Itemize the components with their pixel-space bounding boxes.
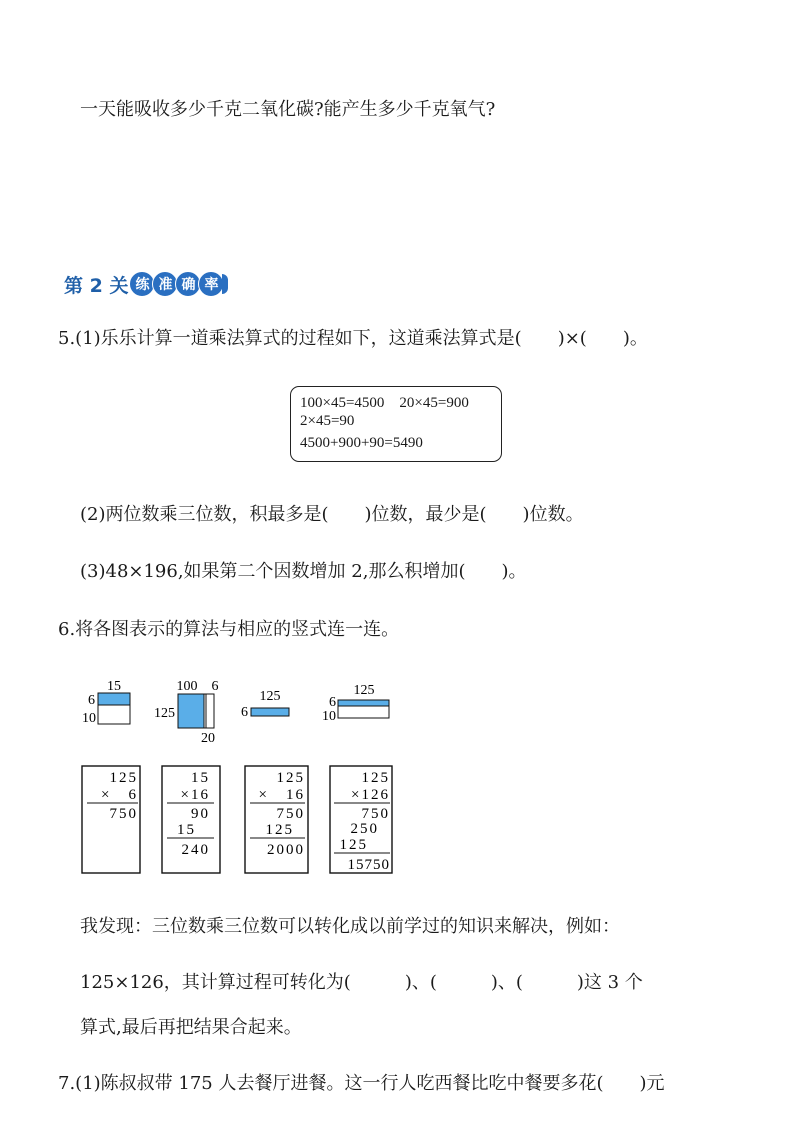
section-char: 练 xyxy=(129,271,155,297)
calc-line: 2000 xyxy=(267,842,305,858)
calc-line: 125 xyxy=(339,837,368,853)
calc-line: 750 xyxy=(276,806,305,822)
q5-part2: (2)两位数乘三位数，积最多是( )位数，最少是( )位数。 xyxy=(80,504,584,525)
box-line: 4500+900+90=5490 xyxy=(300,435,423,451)
calc-line: 125 xyxy=(109,770,138,786)
figure-label: 125 xyxy=(154,706,175,721)
vertical-calc-3 xyxy=(245,766,308,873)
figure-label: 10 xyxy=(322,709,336,724)
calc-line: 240 xyxy=(181,842,210,858)
q6-example-line1: 125×126，其计算过程可转化为( )、( )、( )这 3 个 xyxy=(80,972,643,993)
calc-line: 125 xyxy=(361,770,390,786)
section-char: 确 xyxy=(175,271,201,297)
area-figure-4-top xyxy=(338,700,389,706)
calc-line: 15 xyxy=(191,770,210,786)
vertical-calc-1 xyxy=(82,766,140,873)
area-figure-1-top xyxy=(98,693,130,705)
top-question: 一天能吸收多少千克二氧化碳?能产生多少千克氧气? xyxy=(80,99,496,120)
area-figure-3-strip xyxy=(251,708,289,716)
area-figure-2-main xyxy=(178,694,204,728)
area-figure-1-bottom xyxy=(98,705,130,724)
area-figure-4-bottom xyxy=(338,706,389,718)
calc-line: × 16 xyxy=(258,787,305,803)
figure-label: 6 xyxy=(329,695,336,710)
calc-line: ×16 xyxy=(180,787,210,803)
vertical-calc-4 xyxy=(330,766,392,873)
area-figure-2 xyxy=(154,679,219,746)
calc-line: 125 xyxy=(276,770,305,786)
box-line: 2×45=90 xyxy=(300,413,355,429)
figure-label: 100 xyxy=(176,679,198,694)
q6-title: 6.将各图表示的算法与相应的竖式连一连。 xyxy=(58,619,400,640)
q5-part3: (3)48×196,如果第二个因数增加 2,那么积增加( )。 xyxy=(80,561,527,582)
calc-line: × 6 xyxy=(101,787,138,803)
calc-line: 15 xyxy=(177,822,196,838)
q5-part1: 5.(1)乐乐计算一道乘法算式的过程如下，这道乘法算式是( )×( )。 xyxy=(58,328,648,349)
q6-example-line2: 算式,最后再把结果合起来。 xyxy=(80,1017,302,1038)
figure-label: 15 xyxy=(107,679,121,694)
figure-label: 10 xyxy=(82,711,96,726)
figure-label: 6 xyxy=(211,679,219,694)
figure-label: 6 xyxy=(241,705,248,720)
box-line: 100×45=4500 20×45=900 xyxy=(300,395,469,411)
figure-label: 125 xyxy=(353,683,375,698)
area-figure-3 xyxy=(241,689,289,720)
calc-line: 90 xyxy=(191,806,210,822)
section-char: 率 xyxy=(198,271,224,297)
q6-discovery: 我发现：三位数乘三位数可以转化成以前学过的知识来解决，例如： xyxy=(80,916,620,937)
area-figure-4 xyxy=(322,683,389,724)
calc-line: 15750 xyxy=(347,857,390,873)
figure-label: 20 xyxy=(201,731,215,746)
area-figure-1 xyxy=(82,679,130,726)
calc-line: 750 xyxy=(109,806,138,822)
calc-line: ×126 xyxy=(351,787,390,803)
figure-label: 6 xyxy=(88,693,95,708)
calc-line: 750 xyxy=(361,806,390,822)
q7-part1: 7.(1)陈叔叔带 175 人去餐厅进餐。这一行人吃西餐比吃中餐要多花( )元 xyxy=(58,1073,665,1094)
section-label: 第 2 关 xyxy=(64,274,129,297)
section-char: 准 xyxy=(152,271,178,297)
figure-label: 125 xyxy=(259,689,281,704)
calc-line: 125 xyxy=(265,822,294,838)
calc-line: 250 xyxy=(350,821,379,837)
vertical-calc-2 xyxy=(162,766,220,873)
